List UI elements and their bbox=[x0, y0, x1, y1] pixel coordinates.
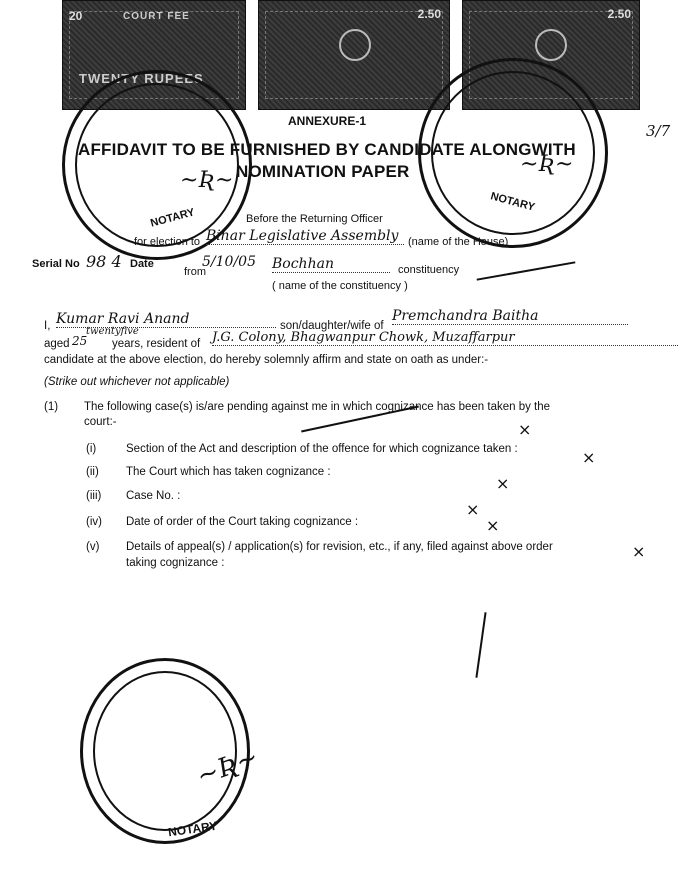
serial-label: Serial No bbox=[32, 258, 80, 270]
age-value: 25 bbox=[72, 334, 88, 348]
cross-mark: × bbox=[632, 542, 646, 561]
subitem-text: Details of appeal(s) / application(s) for revision, etc., if any, filed against above order bbox=[126, 541, 553, 553]
affidavit-title-line1: AFFIDAVIT TO BE FURNISHED BY CANDIDATE ALONGWITH bbox=[78, 140, 576, 159]
seal-text: NOTARY bbox=[167, 818, 219, 840]
item1-line2: court:- bbox=[84, 416, 117, 428]
date-label: Date bbox=[130, 258, 154, 270]
subitem-number: (ii) bbox=[86, 466, 99, 478]
election-value: Bihar Legislative Assembly bbox=[206, 228, 404, 245]
election-label: for election to bbox=[134, 236, 201, 248]
notary-signature: ~Ʀ~ bbox=[180, 168, 234, 193]
notary-signature: ~Ʀ~ bbox=[192, 742, 263, 792]
stamp-denomination: 20 bbox=[69, 9, 83, 23]
candidate-name: Kumar Ravi Anand bbox=[56, 311, 276, 328]
subitem-number: (iv) bbox=[86, 516, 102, 528]
from-label: from bbox=[184, 266, 206, 278]
subitem5-line2: taking cognizance : bbox=[126, 557, 225, 569]
subitem-text: Section of the Act and description of the offence for which cognizance taken : bbox=[126, 443, 518, 455]
affidavit-title-line2: NOMINATION PAPER bbox=[236, 162, 410, 181]
item1-number: (1) bbox=[44, 401, 59, 413]
residence-value: J.G. Colony, Bhagwanpur Chowk, Muzaffarpur bbox=[212, 330, 678, 346]
line-i-label: I, bbox=[44, 320, 51, 332]
cross-mark: × bbox=[496, 474, 510, 493]
pen-stroke bbox=[475, 612, 486, 678]
subitem-number: (v) bbox=[86, 541, 100, 553]
seal-text: NOTARY bbox=[149, 206, 197, 230]
strike-note: (Strike out whichever not applicable) bbox=[44, 376, 230, 388]
constituency-value: Bochhan bbox=[272, 256, 390, 273]
serial-value: 98 4 bbox=[86, 252, 122, 271]
annexure-label: ANNEXURE-1 bbox=[288, 114, 367, 128]
relation-label: son/daughter/wife of bbox=[280, 320, 384, 332]
oath-text: candidate at the above election, do hereby solemnly affirm and state on oath as under:- bbox=[44, 354, 489, 366]
subitem-text: Case No. : bbox=[126, 490, 181, 502]
stamp-denomination: 2.50 bbox=[607, 7, 631, 21]
subitem-number: (i) bbox=[86, 443, 97, 455]
subitem-text: Date of order of the Court taking cognizance : bbox=[126, 516, 359, 528]
age-extra: twentyfive bbox=[86, 326, 139, 337]
years-label: years, resident of bbox=[112, 338, 201, 350]
seal-text: NOTARY bbox=[489, 190, 537, 214]
house-label: (name of the House) bbox=[408, 236, 509, 248]
aged-label: aged bbox=[44, 338, 70, 350]
cross-mark: × bbox=[466, 500, 480, 519]
pen-stroke bbox=[477, 261, 576, 280]
stamp-header: COURT FEE bbox=[123, 11, 190, 22]
item1-line1: The following case(s) is/are pending against me in which cognizance has been taken by the bbox=[84, 401, 551, 413]
date-value: 5/10/05 bbox=[202, 254, 256, 270]
cross-mark: × bbox=[486, 516, 500, 535]
subitem-number: (iii) bbox=[86, 490, 102, 502]
emblem-icon bbox=[535, 29, 567, 61]
notary-signature: ~Ʀ~ bbox=[520, 152, 574, 177]
emblem-icon bbox=[339, 29, 371, 61]
court-fee-stamp-middle bbox=[258, 0, 450, 110]
margin-note: 3/7 bbox=[646, 122, 671, 140]
subitem-text: The Court which has taken cognizance : bbox=[126, 466, 331, 478]
parent-name: Premchandra Baitha bbox=[392, 308, 628, 325]
cross-mark: × bbox=[518, 420, 532, 439]
constituency-label: constituency bbox=[398, 264, 460, 276]
constituency-caption: ( name of the constituency ) bbox=[272, 280, 408, 292]
stamp-value-text: TWENTY RUPEES bbox=[79, 71, 204, 86]
stamp-denomination: 2.50 bbox=[417, 7, 441, 21]
before-officer-label: Before the Returning Officer bbox=[246, 213, 383, 225]
cross-mark: × bbox=[582, 448, 596, 467]
